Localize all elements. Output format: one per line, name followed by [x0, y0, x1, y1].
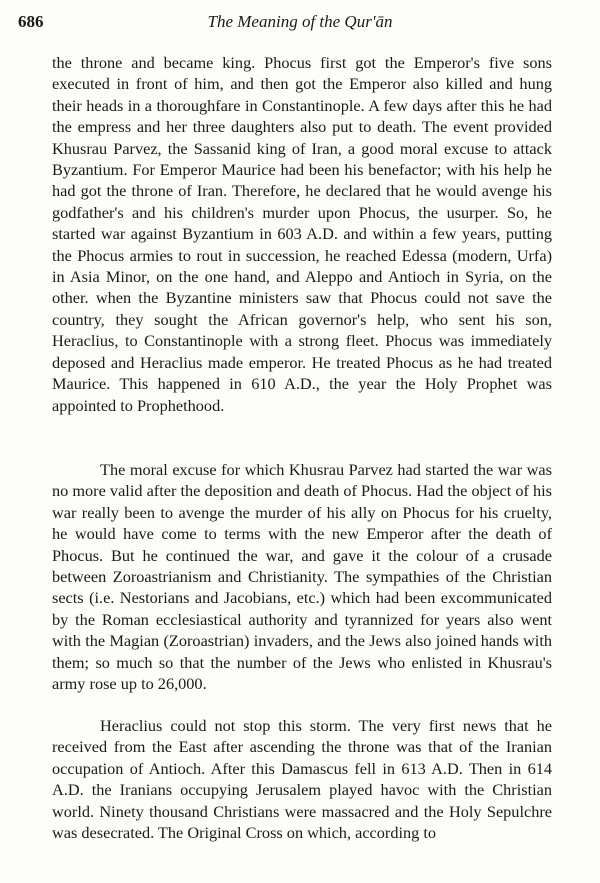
paragraph-text: Heraclius could not stop this storm. The very first news that he received from the East after ascending the throne was that of the Iranian occupation of Antioch. After this Damascus fell in 613 A.D. Then in 614 A.D. the Iranians occupying Jerusalem played havoc with the Christian world. Ninety thousand Christians were massacred and the Holy Sepulchre was desecrated. The Original Cross on which, according to — [52, 716, 552, 843]
paragraph-2 — [52, 459, 552, 694]
paragraph-3 — [52, 715, 552, 843]
paragraph-text: the throne and became king. Phocus first got the Emperor's five sons executed in front of him, and then got the Emperor also killed and hung their heads in a thoroughfare in Constantinople. A few days after this he had the empress and her three daughters also put to death. The event provided Khusrau Parvez, the Sassanid king of Iran, a good moral excuse to attack Byzantium. For Emperor Maurice had been his benefactor; with his help he had got the throne of Iran. Therefore, he declared that he would avenge his godfather's and his children's murder upon Phocus, the usurper. So, he started war against Byzantium in 603 A.D. and within a few years, putting the Phocus armies to rout in succession, he reached Edessa (modern, Urfa) in Asia Minor, on the one hand, and Aleppo and Antioch in Syria, on the other. when the Byzantine ministers saw that Phocus could not save the country, they sought the African governor's help, who sent his son, Heraclius, to Constantinople with a strong fleet. Phocus was immediately deposed and Heraclius made emperor. He treated Phocus as he had treated Maurice. This happened in 610 A.D., the year the Holy Prophet was appointed to Prophethood. — [52, 53, 552, 415]
paragraph-text: The moral excuse for which Khusrau Parvez had started the war was no more valid after the deposition and death of Phocus. Had the object of his war really been to avenge the murder of his ally on Phocus for his cruelty, he would have come to terms with the new Emperor after the death of Phocus. But he continued the war, and gave it the colour of a crusade between Zoroastrianism and Christianity. The sympathies of the Christian sects (i.e. Nestorians and Jacobians, etc.) which had been excommunicated by the Roman ecclesiastical authority and tyrannized for years also went with the Magian (Zoroastrian) invaders, and the Jews also joined hands with them; so much so that the number of the Jews who enlisted in Khusrau's army rose up to 26,000. — [52, 460, 552, 694]
page-number: 686 — [18, 12, 44, 31]
running-title: The Meaning of the Qur'ān — [207, 12, 393, 31]
paragraph-1 — [52, 52, 552, 416]
page-header — [18, 12, 582, 36]
